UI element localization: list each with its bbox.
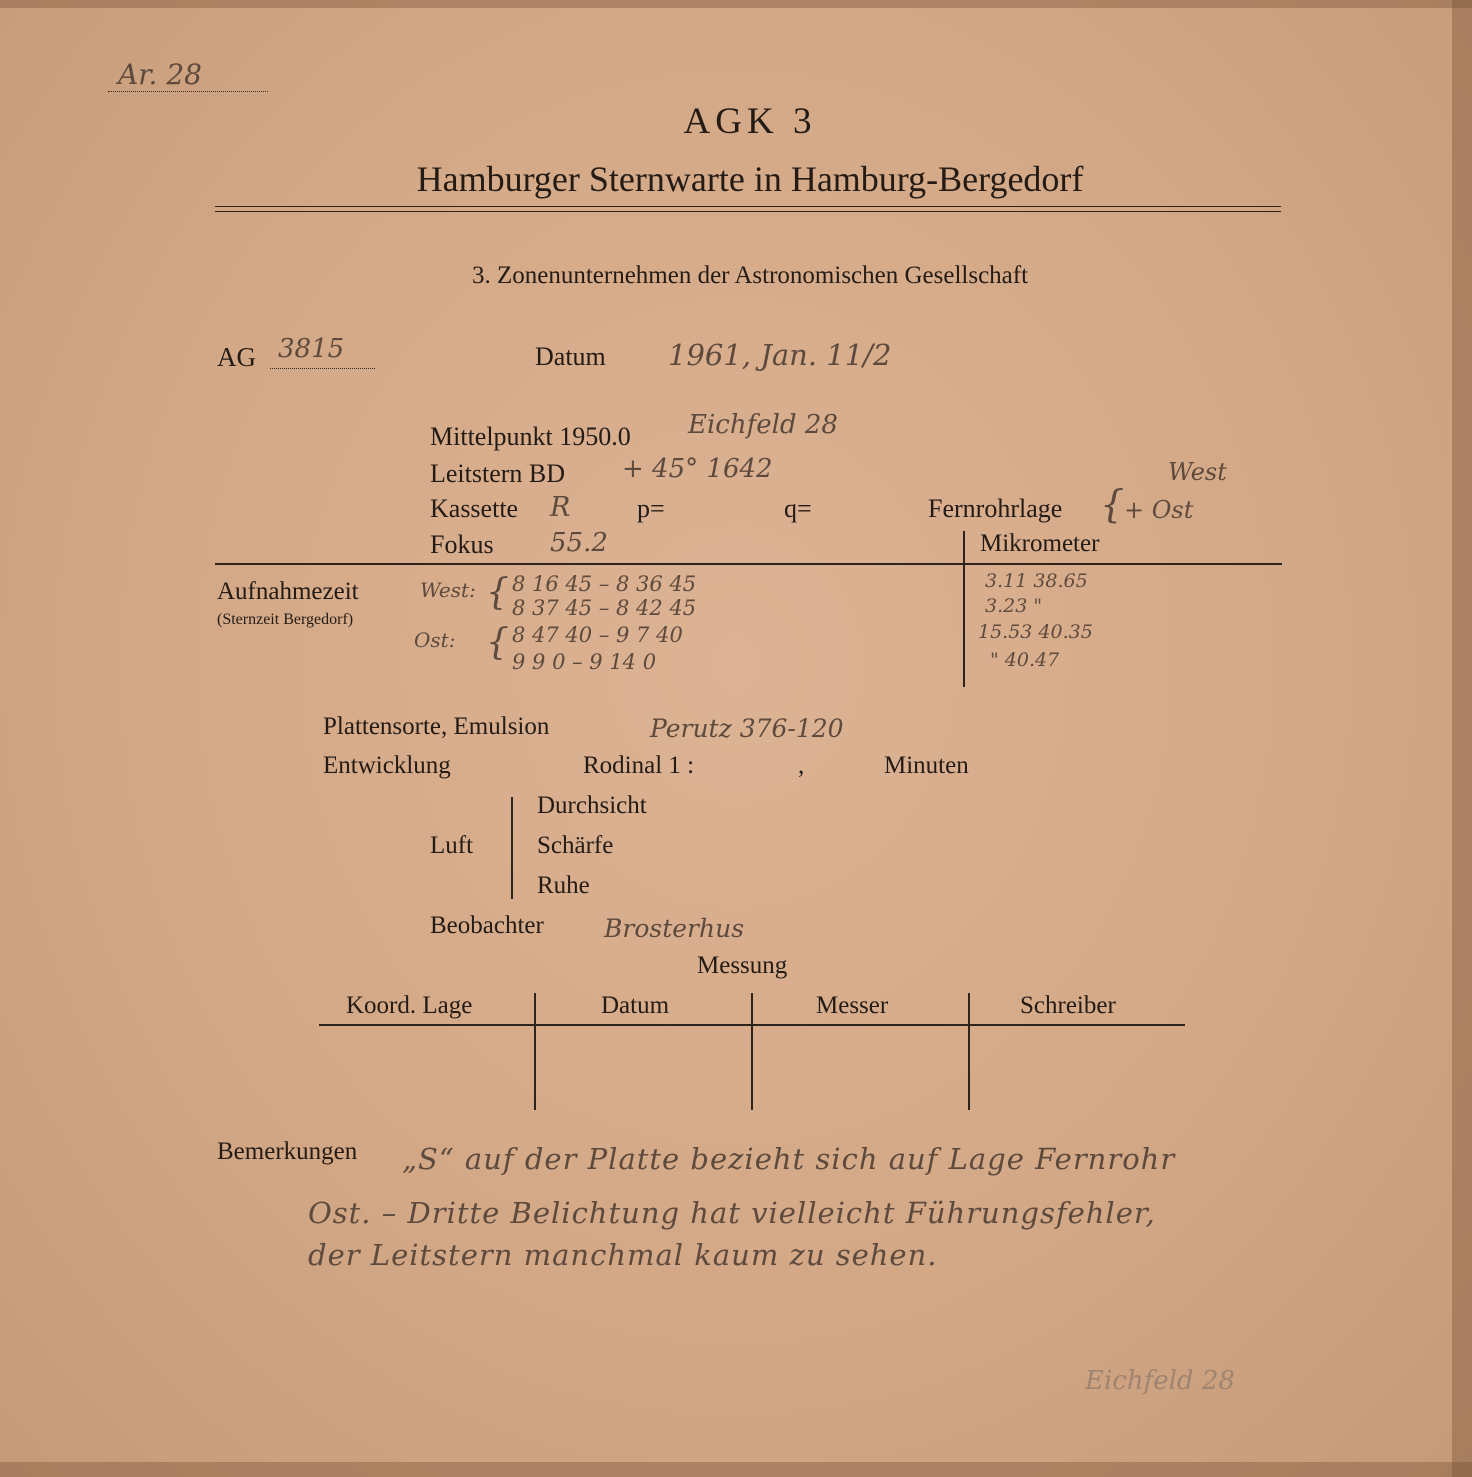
- bemerkungen-line: Ost. – Dritte Belichtung hat vielleicht Führungsfehler,: [308, 1196, 1156, 1230]
- time-row: 8 16 45 – 8 36 45: [512, 572, 697, 596]
- rodinal-label: Rodinal 1 :: [583, 752, 695, 779]
- footer-note: Eichfeld 28: [1085, 1366, 1235, 1396]
- mikrometer-row: 15.53 40.35: [978, 621, 1093, 643]
- leitstern-value: + 45° 1642: [622, 454, 773, 484]
- mikrometer-row: 3.23 ": [985, 595, 1043, 617]
- mikrometer-row: 3.11 38.65: [985, 570, 1088, 592]
- right-edge: [1452, 0, 1472, 1477]
- rodinal-comma: ,: [798, 752, 805, 779]
- messung-column-header: Schreiber: [1020, 992, 1116, 1019]
- header-rule-bottom: [215, 211, 1281, 212]
- header-rule-top: [215, 206, 1281, 207]
- messung-divider: [751, 993, 753, 1110]
- top-edge: [0, 0, 1472, 8]
- ag-number-line: [270, 368, 375, 369]
- messung-column-header: Koord. Lage: [346, 992, 473, 1019]
- bemerkungen-line: der Leitstern manchmal kaum zu sehen.: [308, 1238, 938, 1272]
- plattensorte-label: Plattensorte, Emulsion: [323, 713, 550, 740]
- luft-bracket: [511, 797, 513, 899]
- ag-label: AG: [217, 342, 256, 372]
- west-label: West:: [420, 578, 476, 602]
- p-label: p=: [637, 494, 665, 523]
- mittelpunkt-label: Mittelpunkt 1950.0: [430, 422, 631, 451]
- q-label: q=: [784, 494, 812, 523]
- form-subtitle: 3. Zonenunternehmen der Astronomischen Gesellschaft: [471, 262, 1029, 289]
- leitstern-label: Leitstern BD: [430, 459, 566, 488]
- aufnahme-rule: [215, 563, 1282, 565]
- institution-name: Hamburger Sternwarte in Hamburg-Bergedorf: [416, 159, 1084, 199]
- datum-value: 1961, Jan. 11/2: [668, 338, 892, 372]
- mikrometer-divider: [963, 531, 965, 687]
- luft-item: Durchsicht: [537, 792, 647, 819]
- minuten-label: Minuten: [884, 752, 969, 779]
- luft-item: Schärfe: [537, 832, 614, 859]
- beobachter-value: Brosterhus: [604, 914, 745, 943]
- messung-title: Messung: [697, 952, 788, 979]
- messung-column-header: Messer: [816, 992, 889, 1019]
- messung-divider: [534, 993, 536, 1110]
- fokus-label: Fokus: [430, 530, 494, 559]
- plattensorte-value: Perutz 376-120: [650, 714, 844, 743]
- form-title: AGK 3: [683, 101, 817, 142]
- mittelpunkt-value: Eichfeld 28: [688, 410, 838, 440]
- bemerkungen-line: „S“ auf der Platte bezieht sich auf Lage Fernrohr: [402, 1142, 1176, 1176]
- time-row: 8 37 45 – 8 42 45: [512, 596, 697, 620]
- fernrohrlage-brace: {: [1100, 482, 1125, 526]
- corner-note-line: [108, 91, 268, 92]
- bemerkungen-label: Bemerkungen: [217, 1138, 358, 1165]
- fernrohrlage-ost: + Ost: [1124, 496, 1194, 524]
- messung-divider: [968, 993, 970, 1110]
- datum-label: Datum: [535, 342, 606, 371]
- brace-west: {: [486, 572, 509, 613]
- kassette-label: Kassette: [430, 494, 519, 523]
- aufnahme-sublabel: (Sternzeit Bergedorf): [217, 611, 354, 628]
- aufnahme-label: Aufnahmezeit: [217, 578, 359, 605]
- mikrometer-row: " 40.47: [990, 649, 1060, 671]
- kassette-value: R: [550, 492, 571, 523]
- ag-number: 3815: [278, 334, 345, 364]
- time-row: 8 47 40 – 9 7 40: [512, 623, 683, 647]
- luft-item: Ruhe: [537, 872, 590, 899]
- entwicklung-label: Entwicklung: [323, 752, 451, 779]
- time-row: 9 9 0 – 9 14 0: [512, 650, 657, 674]
- fernrohrlage-label: Fernrohrlage: [928, 494, 1063, 523]
- mikrometer-label: Mikrometer: [980, 530, 1100, 557]
- brace-ost: {: [486, 622, 509, 663]
- bottom-edge: [0, 1462, 1472, 1477]
- beobachter-label: Beobachter: [430, 912, 544, 939]
- fernrohrlage-west: West: [1168, 458, 1227, 486]
- corner-note: Ar. 28: [118, 58, 202, 91]
- fokus-value: 55.2: [550, 528, 608, 558]
- messung-column-header: Datum: [601, 992, 670, 1019]
- luft-label: Luft: [430, 832, 474, 859]
- ost-label: Ost:: [414, 628, 456, 652]
